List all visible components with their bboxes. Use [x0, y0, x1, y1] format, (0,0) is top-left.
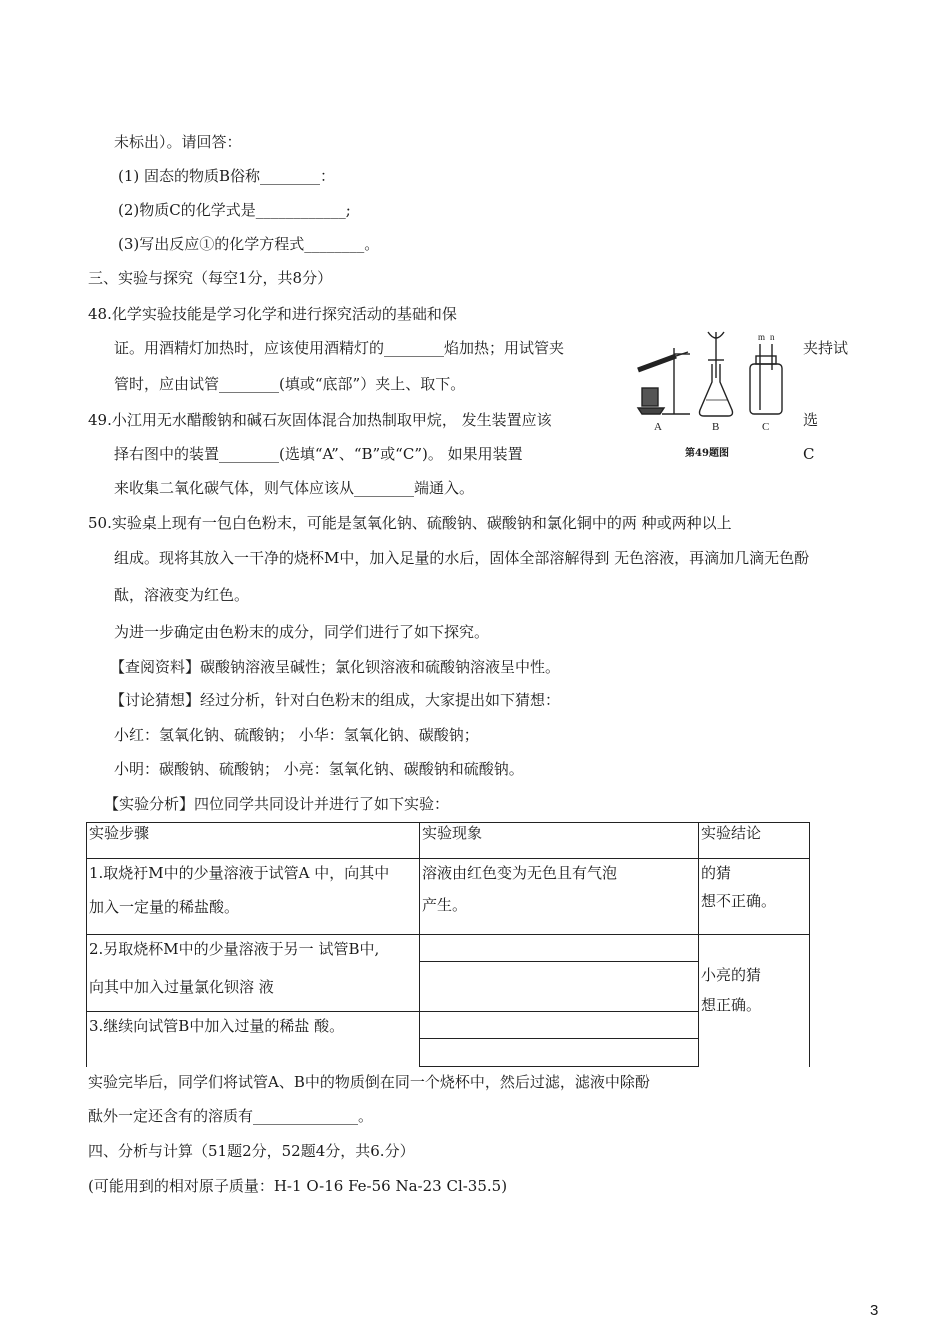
- section-title-3: 三、实验与探究（每空1分，共8分）: [88, 269, 333, 287]
- header-conclusion: 实验结论: [699, 823, 810, 859]
- question-49-line3: 来收集二氧化碳气体，则气体应该从________端通入。: [114, 479, 475, 497]
- row1-step-line2: 加入一定量的稀盐酸。: [89, 898, 240, 916]
- label-a: A: [654, 421, 662, 433]
- table-header-row: [87, 823, 810, 859]
- question-49: 49.小江用无水醋酸钠和碱石灰固体混合加热制取甲烷， 发生装置应该: [88, 411, 552, 429]
- question-49-line2: 择右图中的装置________(选填“A”、“B”或“C”)。 如果用装置: [114, 445, 523, 463]
- question-2: (2)物质C的化学式是____________;: [118, 201, 351, 219]
- row2-step-line1: 2.另取烧杯M中的少量溶液于另一 试管B中,: [89, 940, 380, 958]
- row3-step-line1: 3.继续向试管B中加入过量的稀盐 酸。: [89, 1017, 345, 1035]
- question-1: (1) 固态的物质B俗称________：: [118, 167, 336, 185]
- row1-con-line2: 想不正确。: [701, 892, 777, 910]
- after-experiment-line2: 酞外一定还含有的溶质有______________。: [88, 1107, 374, 1125]
- label-c: C: [762, 421, 770, 433]
- experiment-table: [86, 822, 810, 1067]
- apparatus-figure: [632, 330, 792, 458]
- text-line: 未标出）。请回答：: [114, 133, 242, 151]
- blank-line: [420, 935, 698, 962]
- row1-con-line1: 的猜: [701, 864, 732, 882]
- guess-line-2: 小明：碳酸钠、硫酸钠； 小亮：氢氧化钠、碳酸钠和硫酸钠。: [114, 760, 524, 778]
- label-b: B: [712, 421, 720, 433]
- question-50-line4: 为进一步确定由色粉末的成分，同学们进行了如下探究。: [114, 623, 490, 641]
- header-step: 实验步骤: [87, 823, 420, 859]
- question-48: 48.化学实验技能是学习化学和进行探究活动的基础和保: [88, 305, 457, 323]
- discussion-note: 【讨论猜想】经过分析，针对白色粉末的组成，大家提出如下猜想：: [110, 691, 561, 709]
- blank-line: [420, 1012, 698, 1039]
- blank-line: [420, 962, 698, 1011]
- row1-obs-line2: 产生。: [422, 896, 468, 914]
- page-number: 3: [870, 1302, 879, 1319]
- question-49-line2-tail: C: [803, 445, 815, 463]
- label-m: m: [758, 332, 766, 342]
- reference-note: 【查阅资料】碳酸钠溶液呈碱性；氯化钡溶液和硫酸钠溶液呈中性。: [110, 658, 561, 676]
- row1-step-line1: 1.取烧衧M中的少量溶液于试管A 中，向其中: [89, 864, 390, 882]
- after-experiment: 实验完毕后，同学们将试管A、B中的物质倒在同一个烧杯中，然后过滤，滤液中除酚: [88, 1073, 650, 1091]
- blank-line: [420, 1039, 698, 1066]
- row3-observation-blanks: [420, 1012, 698, 1066]
- question-48-line2-tail: 夹持试: [803, 339, 849, 357]
- row23-con-line2: 想正确。: [701, 996, 762, 1014]
- question-50-line2: 组成。现将其放入一干净的烧杯M中，加入足量的水后，固体全部溶解得到 无色溶液，再滴加几滴无色酚: [114, 549, 810, 567]
- question-50: 50.实验桌上现有一包白色粉末，可能是氢氧化钠、硫酸钠、碳酸钠和氯化铜中的两 种或两种以上: [88, 514, 732, 532]
- table-row: [87, 935, 810, 1012]
- label-n: n: [770, 332, 775, 342]
- question-48-line3: 管时，应由试管________(填或“底部”）夹上、取下。: [114, 375, 466, 393]
- figure-caption: 第49题图: [685, 448, 729, 459]
- question-48-line2: 证。用酒精灯加热时，应该使用酒精灯的________焰加热；用试管夹: [114, 339, 565, 357]
- table-row: [87, 859, 810, 935]
- header-observation: 实验现象: [420, 823, 699, 859]
- apparatus-drawing: [632, 330, 792, 446]
- row1-obs-line1: 溶液由红色变为无色且有气泡: [422, 864, 618, 882]
- atomic-mass-note: (可能用到的相对原子质量：H-1 O-16 Fe-56 Na-23 Cl-35.5): [88, 1177, 508, 1195]
- row23-con-line1: 小亮的猜: [701, 966, 762, 984]
- question-50-line3: 酞，溶液变为红色。: [114, 586, 250, 604]
- row2-step-line2: 向其中加入过量氯化钡溶 液: [89, 978, 274, 996]
- guess-line-1: 小红：氢氧化钠、硫酸钠； 小华：氢氧化钠、碳酸钠；: [114, 726, 479, 744]
- analysis-note: 【实验分析】四位同学共同设计并进行了如下实验：: [104, 795, 450, 813]
- question-3: (3)写出反应①的化学方程式________。: [118, 235, 380, 253]
- section-title-4: 四、分析与计算（51题2分，52题4分，共6.分）: [88, 1142, 415, 1160]
- question-49-tail: 选: [803, 411, 819, 429]
- row2-observation-blanks: [420, 935, 698, 1011]
